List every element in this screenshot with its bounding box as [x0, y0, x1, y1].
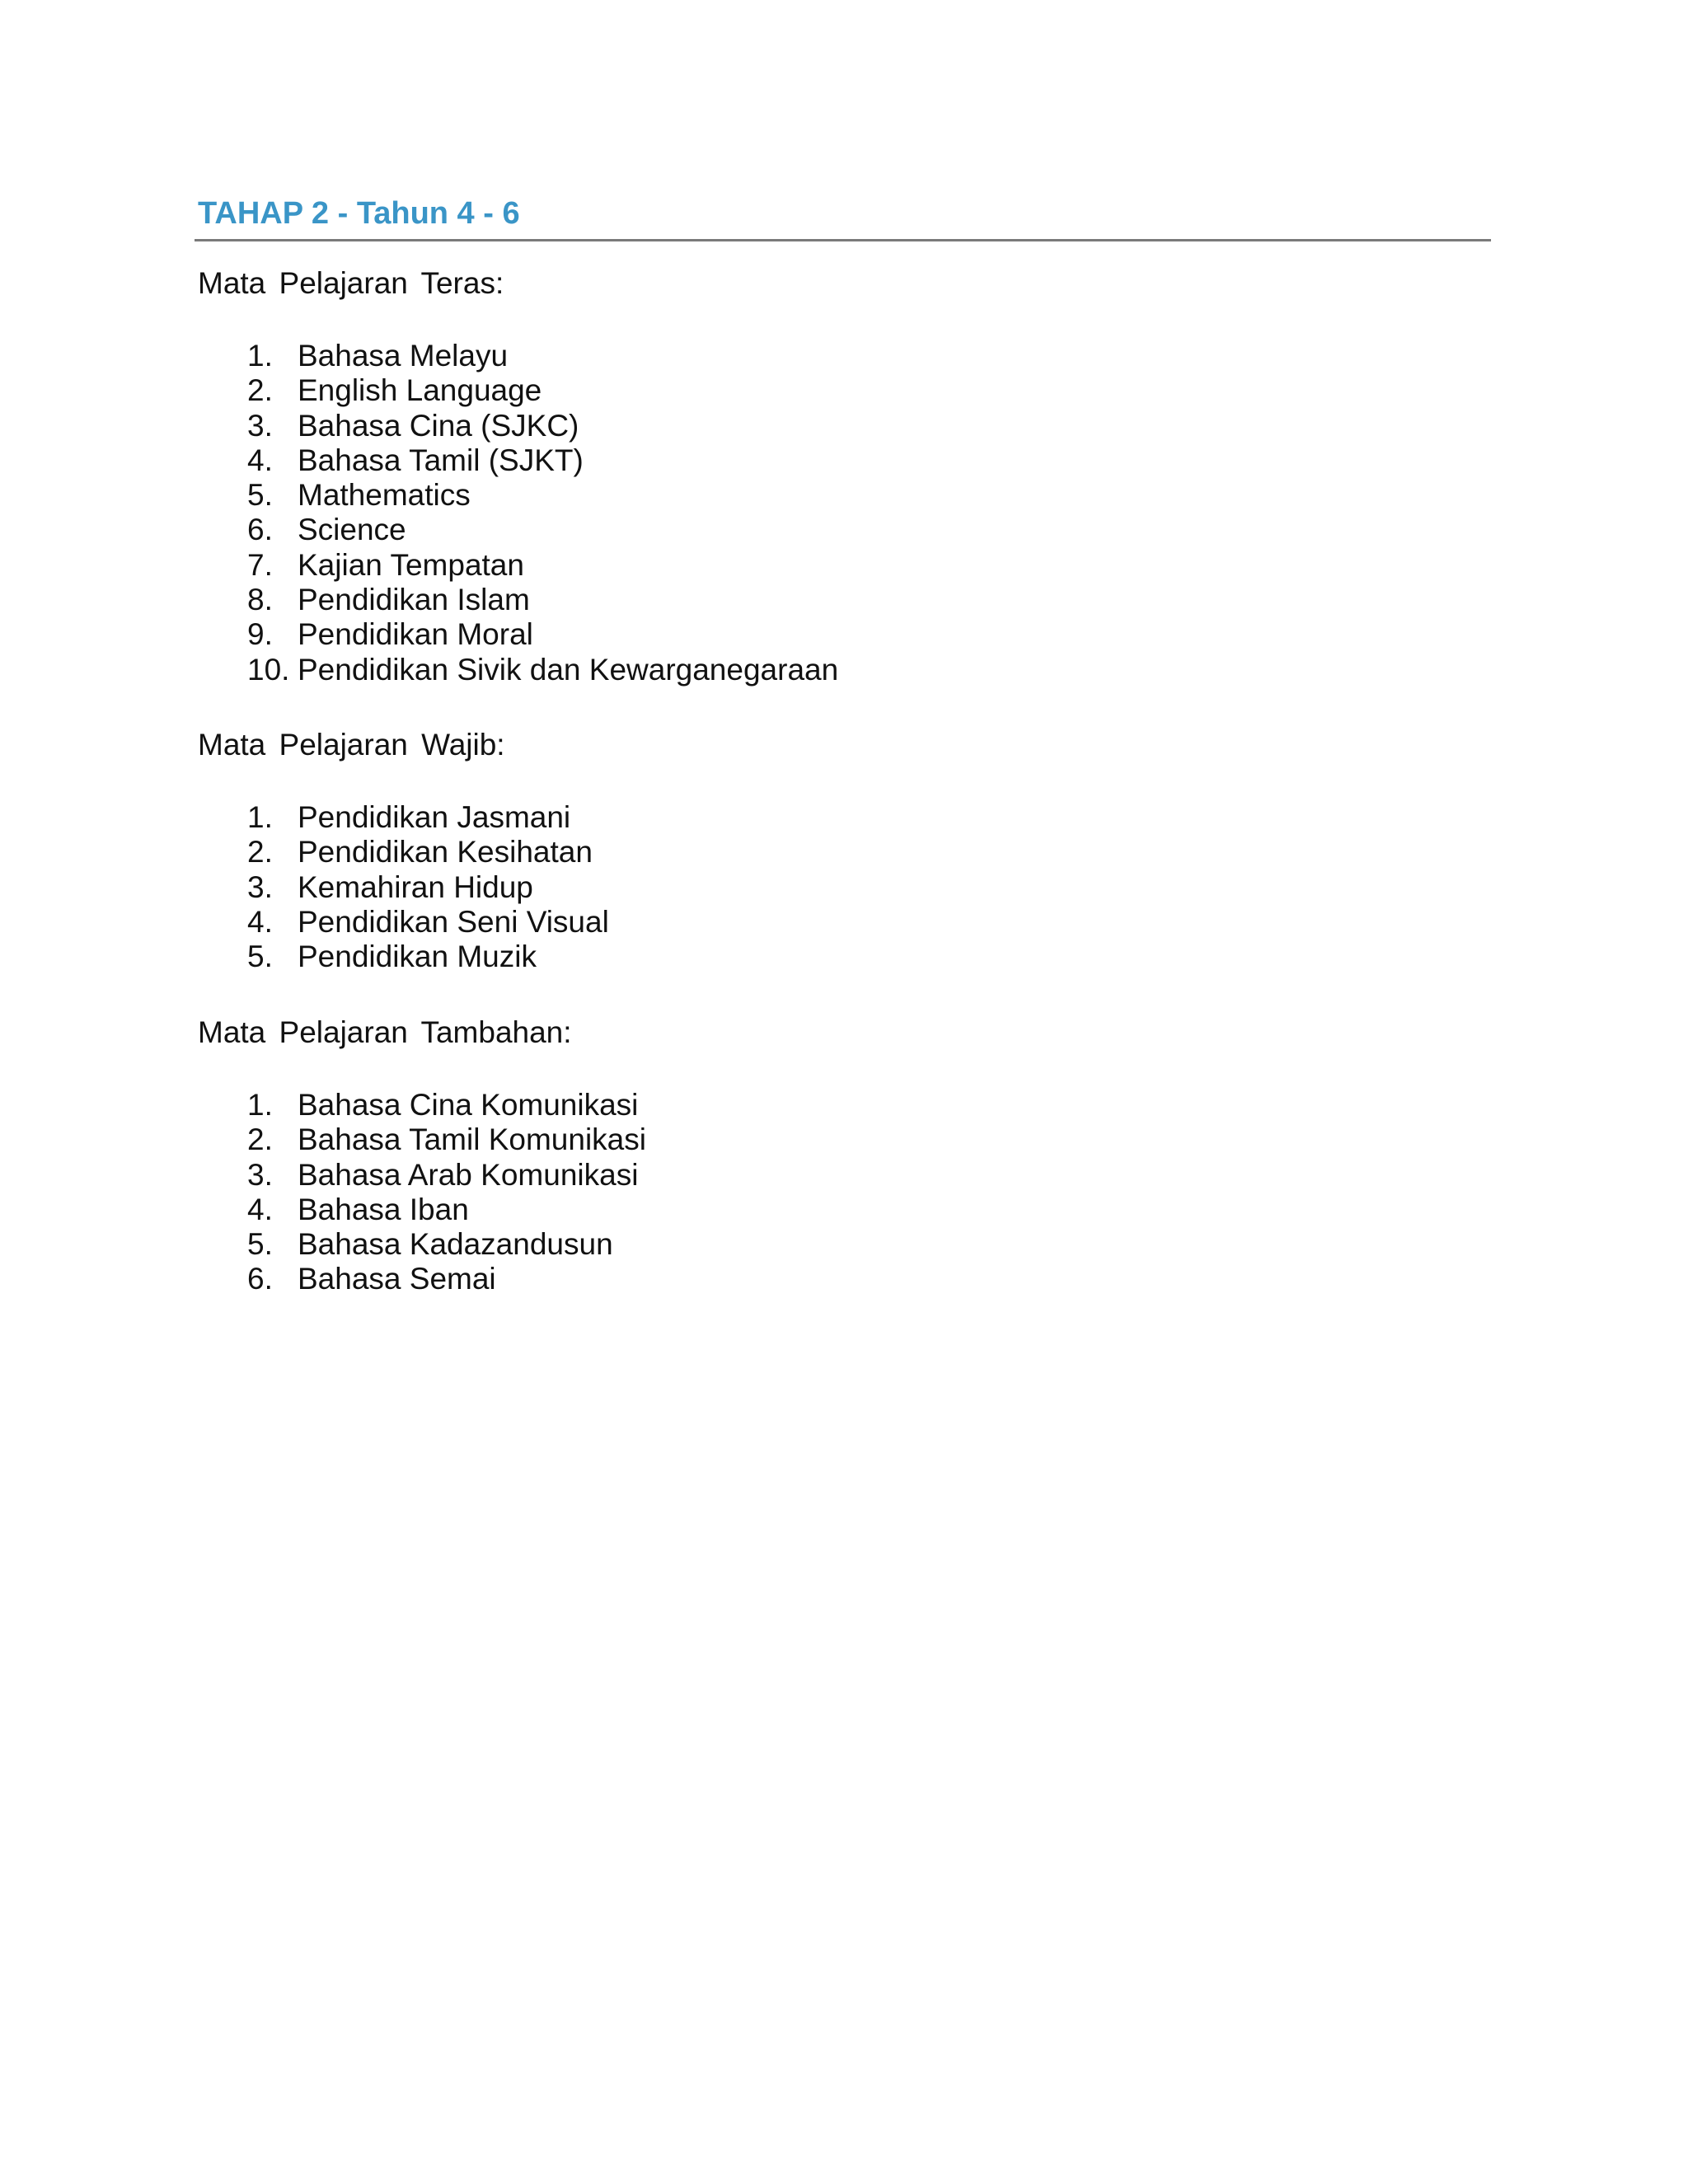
- list-number: 7.: [247, 547, 273, 582]
- list-number: 1.: [247, 1088, 273, 1122]
- list-number: 5.: [247, 940, 273, 974]
- list-number: 1.: [247, 800, 273, 834]
- list-text: Pendidikan Sivik dan Kewarganegaraan: [298, 652, 839, 687]
- list-number: 1.: [247, 339, 273, 373]
- list-text: Pendidikan Seni Visual: [298, 904, 609, 939]
- list-number: 2.: [247, 1122, 273, 1157]
- list-text: Bahasa Arab Komunikasi: [298, 1157, 639, 1192]
- list-item: [198, 1193, 1434, 1227]
- list-text: Bahasa Cina Komunikasi: [298, 1088, 639, 1122]
- list-number: 4.: [247, 904, 273, 939]
- list-text: Pendidikan Moral: [298, 617, 533, 652]
- list-item: [198, 1158, 1434, 1193]
- list-text: Bahasa Melayu: [298, 339, 509, 373]
- section-label: Mata Pelajaran Wajib:: [198, 728, 505, 762]
- list-text: Mathematics: [298, 478, 471, 513]
- list-item: [198, 513, 1434, 547]
- list-item: [198, 905, 1434, 940]
- list-item: [198, 800, 1434, 835]
- list-number: 3.: [247, 869, 273, 904]
- list-number: 5.: [247, 478, 273, 513]
- list-item: [198, 617, 1434, 652]
- list-number: 2.: [247, 835, 273, 869]
- list-item: [198, 1122, 1434, 1157]
- section-teras: [198, 265, 1434, 687]
- list-text: Bahasa Semai: [298, 1262, 496, 1296]
- heading-divider: [195, 239, 1491, 241]
- list-number: 10.: [247, 652, 290, 687]
- list-number: 9.: [247, 617, 273, 652]
- list-number: 6.: [247, 513, 273, 547]
- list-text: Pendidikan Kesihatan: [298, 835, 593, 869]
- list-text: Kemahiran Hidup: [298, 869, 533, 904]
- list-number: 4.: [247, 1192, 273, 1226]
- list-number: 4.: [247, 443, 273, 477]
- list-number: 6.: [247, 1262, 273, 1296]
- list-text: English Language: [298, 373, 542, 408]
- list-item: [198, 835, 1434, 869]
- list-item: [198, 548, 1434, 583]
- section-wajib: [198, 727, 1434, 974]
- list-item: [198, 653, 1434, 687]
- list-text: Bahasa Cina (SJKC): [298, 408, 579, 443]
- list-item: [198, 373, 1434, 408]
- list-item: [198, 478, 1434, 513]
- list-item: [198, 940, 1434, 974]
- list-number: 2.: [247, 373, 273, 408]
- list-number: 5.: [247, 1227, 273, 1262]
- list-item: [198, 409, 1434, 443]
- list-item: [198, 339, 1434, 373]
- list-text: Kajian Tempatan: [298, 547, 524, 582]
- list-item: [198, 1227, 1434, 1262]
- list-text: Pendidikan Jasmani: [298, 800, 571, 834]
- page-heading: TAHAP 2 - Tahun 4 - 6: [198, 196, 520, 231]
- list-item: [198, 870, 1434, 905]
- subject-list: [198, 339, 1434, 687]
- list-item: [198, 443, 1434, 478]
- section-label: Mata Pelajaran Teras:: [198, 266, 504, 300]
- list-item: [198, 1262, 1434, 1296]
- list-number: 3.: [247, 408, 273, 443]
- list-text: Pendidikan Muzik: [298, 940, 537, 974]
- list-text: Bahasa Iban: [298, 1192, 469, 1226]
- list-text: Bahasa Tamil Komunikasi: [298, 1122, 646, 1157]
- section-tambahan: [198, 1015, 1434, 1297]
- subject-list: [198, 1088, 1434, 1297]
- list-text: Bahasa Tamil (SJKT): [298, 443, 584, 477]
- list-number: 8.: [247, 583, 273, 617]
- subject-list: [198, 800, 1434, 974]
- section-label: Mata Pelajaran Tambahan:: [198, 1015, 572, 1049]
- list-text: Bahasa Kadazandusun: [298, 1227, 613, 1262]
- list-item: [198, 1088, 1434, 1122]
- list-text: Pendidikan Islam: [298, 583, 530, 617]
- list-number: 3.: [247, 1157, 273, 1192]
- list-item: [198, 583, 1434, 617]
- list-text: Science: [298, 513, 406, 547]
